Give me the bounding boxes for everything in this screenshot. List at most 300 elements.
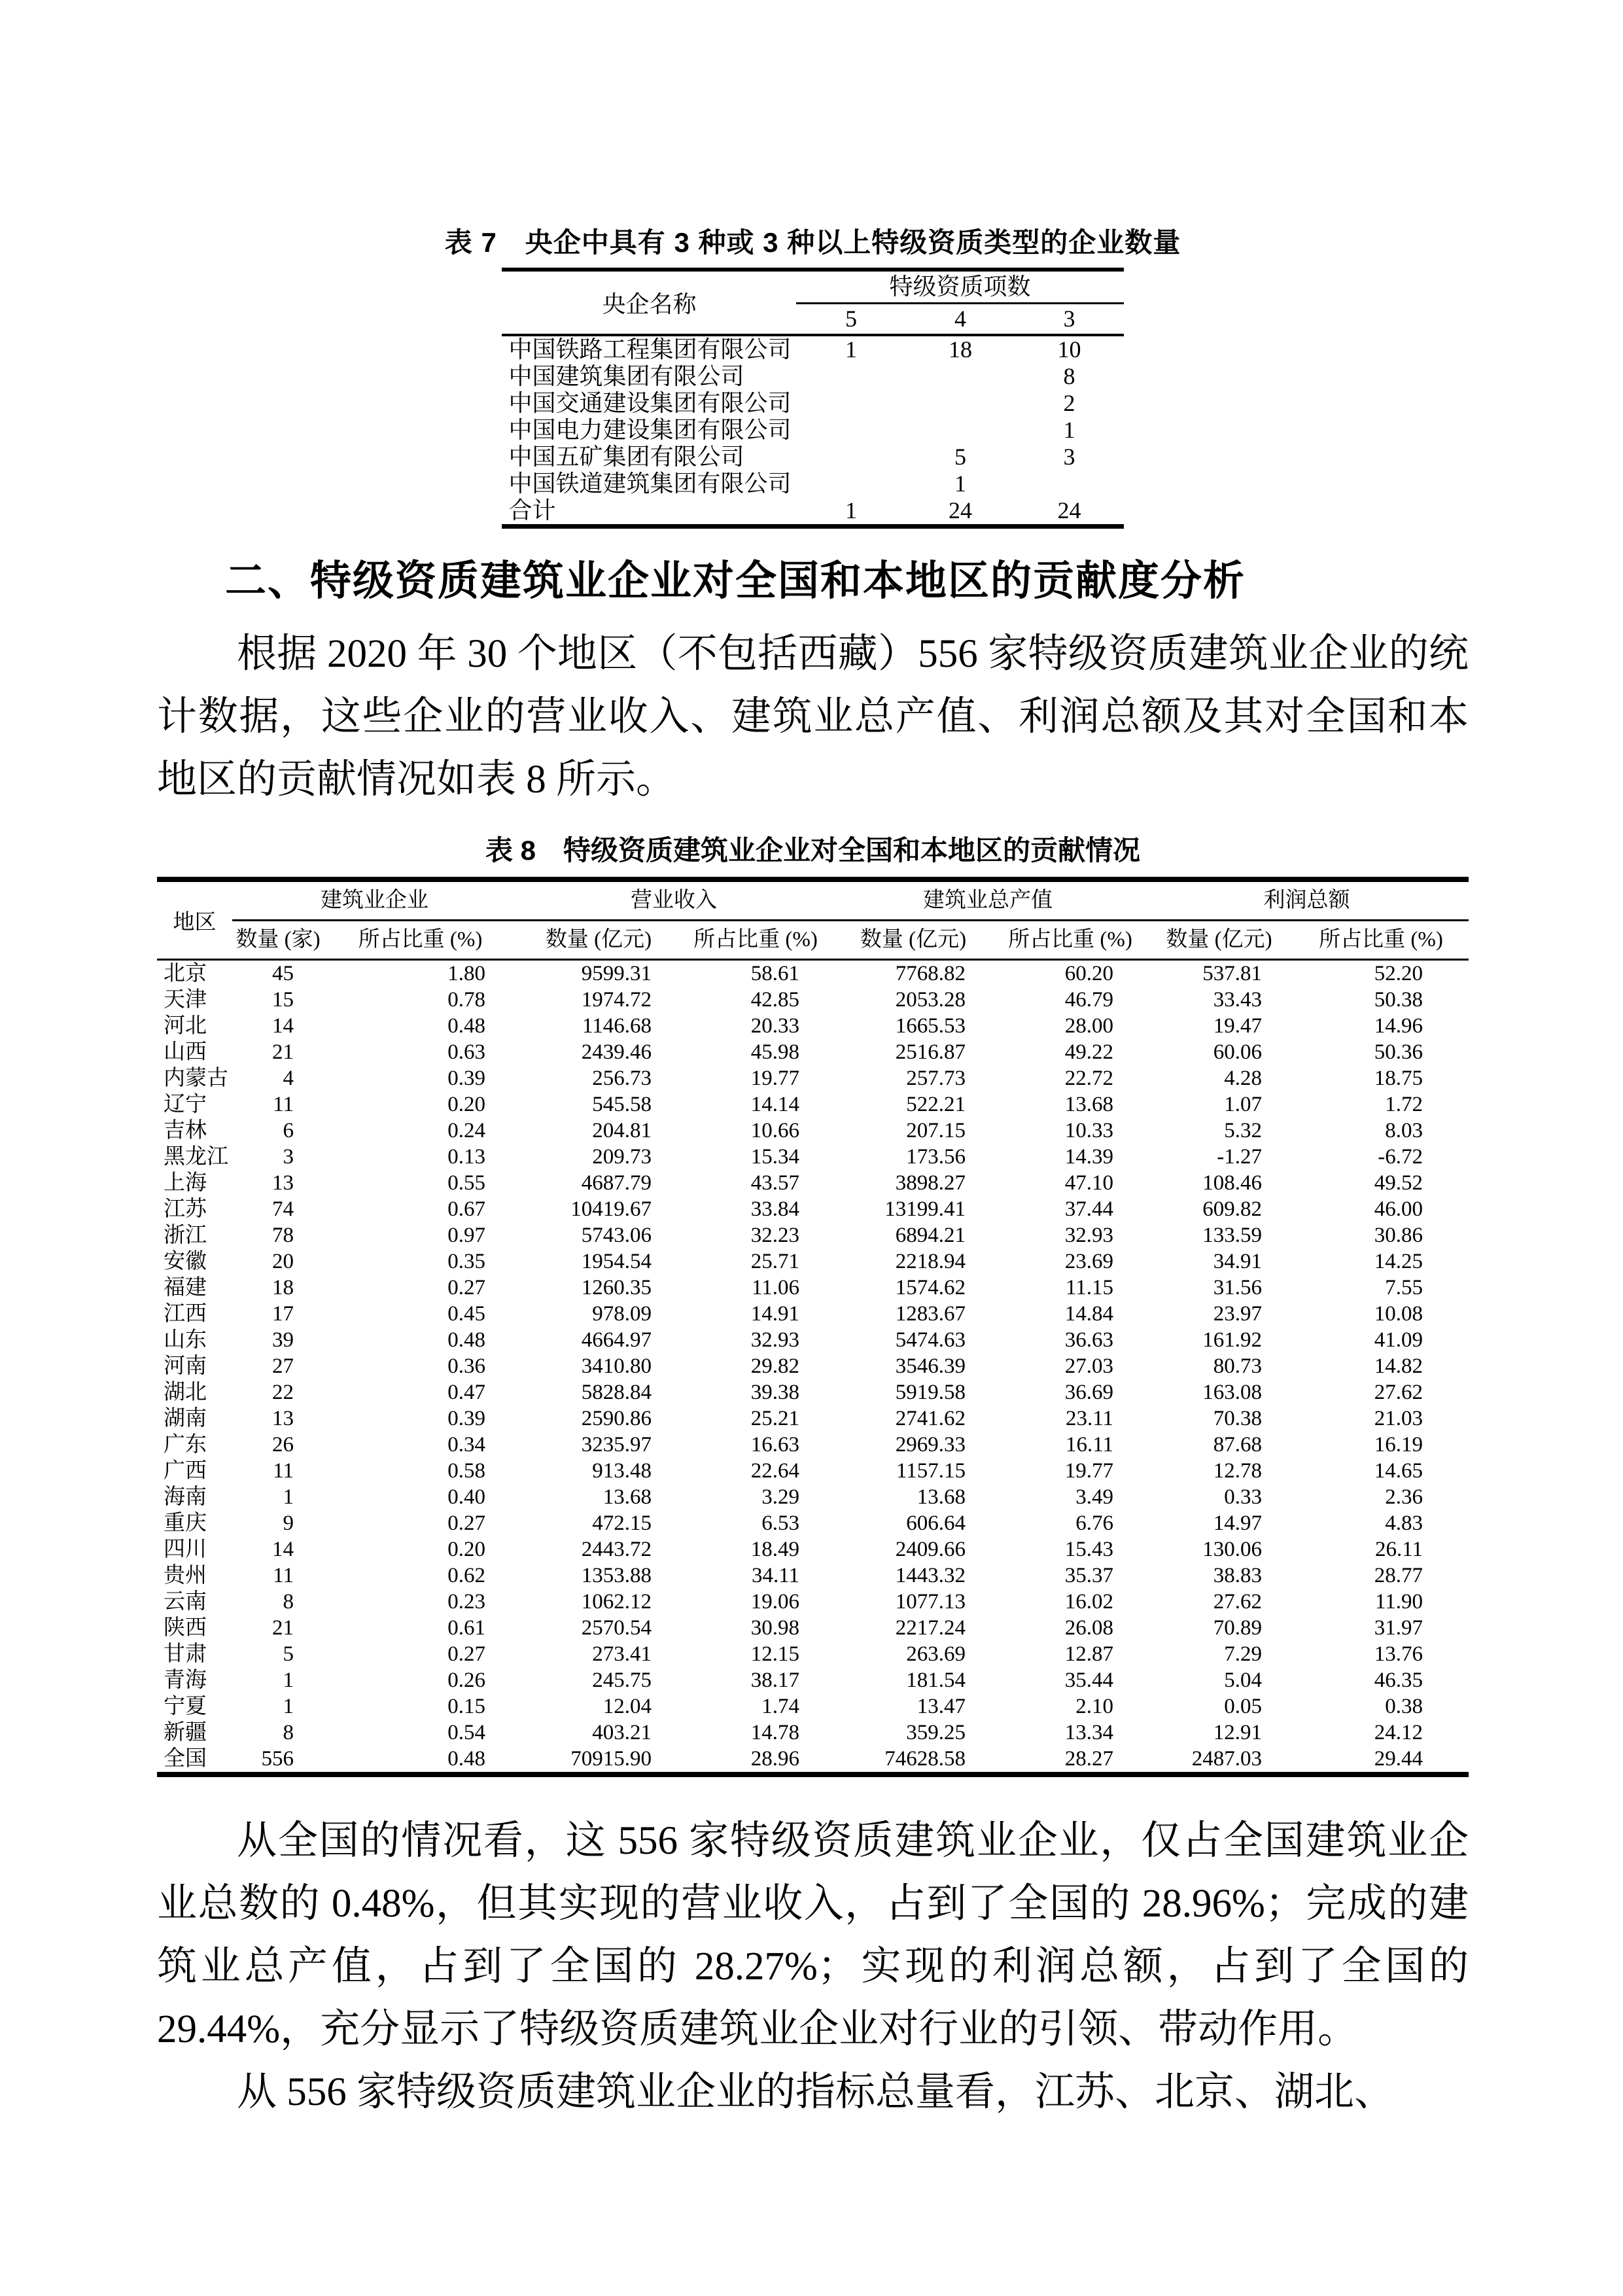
cell-profit-share: 10.08 xyxy=(1374,1302,1423,1326)
cell-enterprise-count: 556 xyxy=(261,1747,294,1771)
cell-count-4 xyxy=(905,363,1015,390)
cell-revenue-share: 1.74 xyxy=(761,1695,799,1718)
cell-region: 重庆 xyxy=(164,1511,207,1535)
cell-enterprise-count: 20 xyxy=(272,1250,294,1273)
cell-enterprise-share: 1.80 xyxy=(447,962,485,985)
cell-revenue-share: 14.91 xyxy=(750,1302,799,1326)
table8-group-output-value: 建筑业总产值 xyxy=(831,879,1145,921)
cell-profit-share: 14.96 xyxy=(1374,1014,1423,1038)
cell-profit-amount: -1.27 xyxy=(1217,1145,1262,1169)
cell-output-share: 22.72 xyxy=(1064,1067,1113,1090)
cell-count-5 xyxy=(796,363,905,390)
cell-company-name: 中国铁路工程集团有限公司 xyxy=(508,336,792,362)
cell-revenue-amount: 9599.31 xyxy=(581,962,652,985)
cell-enterprise-count: 39 xyxy=(272,1328,294,1352)
cell-profit-amount: 33.43 xyxy=(1213,988,1262,1012)
cell-revenue-share: 14.78 xyxy=(750,1721,799,1744)
cell-enterprise-count: 15 xyxy=(272,988,294,1012)
cell-count-3: 10 xyxy=(1057,336,1081,362)
cell-count-4: 1 xyxy=(954,470,966,497)
cell-output-amount: 1157.15 xyxy=(896,1459,966,1483)
cell-enterprise-count: 11 xyxy=(273,1093,294,1116)
cell-enterprise-share: 0.78 xyxy=(447,988,485,1012)
cell-profit-amount: 12.78 xyxy=(1213,1459,1262,1483)
cell-output-amount: 359.25 xyxy=(906,1721,966,1744)
table8-sub-count-homes: 数量 (家) xyxy=(236,928,321,951)
table8-group-revenue: 营业收入 xyxy=(517,879,831,921)
table-row xyxy=(157,1327,1469,1353)
cell-revenue-amount: 1146.68 xyxy=(582,1014,652,1038)
cell-output-share: 37.44 xyxy=(1064,1197,1113,1221)
cell-region: 黑龙江 xyxy=(164,1145,228,1169)
table-row xyxy=(157,1013,1469,1039)
cell-enterprise-count: 1 xyxy=(283,1485,294,1509)
cell-count-5 xyxy=(796,470,905,497)
cell-revenue-share: 20.33 xyxy=(750,1014,799,1038)
cell-profit-share: 26.11 xyxy=(1374,1538,1423,1561)
cell-profit-amount: 133.59 xyxy=(1202,1224,1262,1247)
cell-profit-share: 7.55 xyxy=(1385,1276,1423,1299)
paragraph-summary: 从全国的情况看，这 556 家特级资质建筑业企业，仅占全国建筑业企业总数的 0.48%，但其实现的营业收入，占到了全国的 28.96%；完成的建筑业总产值，占到了全国的 28.27%；实现的利润总额，占到了全国的 29.44%，充分显示了特级资质建筑业企业对行业的引领、带动作用。 xyxy=(157,1819,1469,2051)
cell-output-share: 35.44 xyxy=(1064,1669,1113,1692)
cell-revenue-share: 42.85 xyxy=(750,988,799,1012)
cell-region: 江苏 xyxy=(164,1197,207,1221)
cell-region: 青海 xyxy=(164,1669,207,1692)
cell-enterprise-count: 78 xyxy=(272,1224,294,1247)
cell-region: 山西 xyxy=(164,1040,207,1064)
cell-enterprise-count: 8 xyxy=(283,1590,294,1614)
cell-profit-share: 2.36 xyxy=(1385,1485,1423,1509)
cell-revenue-share: 45.98 xyxy=(750,1040,799,1064)
cell-count-3 xyxy=(1015,470,1123,497)
cell-enterprise-count: 21 xyxy=(272,1040,294,1064)
cell-revenue-amount: 913.48 xyxy=(592,1459,652,1483)
cell-revenue-amount: 472.15 xyxy=(592,1511,652,1535)
cell-revenue-amount: 273.41 xyxy=(592,1642,652,1666)
cell-enterprise-share: 0.15 xyxy=(447,1695,485,1718)
cell-output-share: 11.15 xyxy=(1065,1276,1113,1299)
table-row xyxy=(157,1405,1469,1432)
cell-revenue-share: 30.98 xyxy=(750,1616,799,1640)
cell-enterprise-count: 3 xyxy=(283,1145,294,1169)
paragraph-intro: 根据 2020 年 30 个地区（不包括西藏）556 家特级资质建筑业企业的统计数据，这些企业的营业收入、建筑业总产值、利润总额及其对全国和本地区的贡献情况如表 8 所示。 xyxy=(157,632,1469,802)
cell-profit-amount: 19.47 xyxy=(1213,1014,1262,1038)
cell-revenue-share: 16.63 xyxy=(750,1433,799,1457)
cell-output-amount: 1574.62 xyxy=(895,1276,966,1299)
cell-profit-amount: 130.06 xyxy=(1202,1538,1262,1561)
cell-region: 安徽 xyxy=(164,1250,207,1273)
cell-enterprise-count: 27 xyxy=(272,1354,294,1378)
cell-revenue-amount: 2443.72 xyxy=(581,1538,652,1561)
cell-output-amount: 6894.21 xyxy=(895,1224,966,1247)
table-row xyxy=(157,1222,1469,1248)
table-row xyxy=(157,1379,1469,1405)
cell-output-share: 2.10 xyxy=(1075,1695,1113,1718)
cell-count-4: 5 xyxy=(954,444,966,470)
cell-output-amount: 13.47 xyxy=(916,1695,966,1718)
cell-count-5: 1 xyxy=(845,336,857,362)
cell-enterprise-share: 0.47 xyxy=(447,1381,485,1404)
cell-profit-share: 46.00 xyxy=(1374,1197,1423,1221)
cell-output-amount: 13.68 xyxy=(916,1485,966,1509)
cell-revenue-amount: 70915.90 xyxy=(570,1747,652,1771)
cell-revenue-share: 22.64 xyxy=(750,1459,799,1483)
cell-output-amount: 3898.27 xyxy=(895,1171,966,1195)
cell-revenue-share: 25.21 xyxy=(750,1407,799,1430)
cell-enterprise-count: 17 xyxy=(272,1302,294,1326)
table8-header-row-groups xyxy=(157,879,1469,921)
cell-enterprise-count: 14 xyxy=(272,1014,294,1038)
table8-sub-amount-1: 数量 (亿元) xyxy=(545,928,652,951)
cell-revenue-share: 39.38 xyxy=(750,1381,799,1404)
cell-enterprise-share: 0.39 xyxy=(447,1407,485,1430)
cell-output-amount: 2741.62 xyxy=(895,1407,966,1430)
cell-revenue-share: 38.17 xyxy=(750,1669,799,1692)
cell-region: 河北 xyxy=(164,1014,207,1038)
table8-sub-share-2: 所占比重 (%) xyxy=(693,928,818,951)
cell-revenue-amount: 204.81 xyxy=(592,1119,652,1142)
cell-profit-amount: 537.81 xyxy=(1202,962,1262,985)
cell-output-share: 19.77 xyxy=(1064,1459,1113,1483)
cell-revenue-share: 18.49 xyxy=(750,1538,799,1561)
cell-enterprise-count: 1 xyxy=(283,1669,294,1692)
cell-profit-amount: 31.56 xyxy=(1213,1276,1262,1299)
cell-revenue-share: 43.57 xyxy=(750,1171,799,1195)
cell-profit-amount: 2487.03 xyxy=(1191,1747,1262,1771)
cell-output-share: 35.37 xyxy=(1064,1564,1113,1587)
table-row xyxy=(157,1693,1469,1720)
cell-revenue-share: 28.96 xyxy=(750,1747,799,1771)
cell-revenue-amount: 1974.72 xyxy=(581,988,652,1012)
table7-header-span: 特级资质项数 xyxy=(796,270,1123,304)
cell-revenue-amount: 978.09 xyxy=(592,1302,652,1326)
table8-sub-amount-2: 数量 (亿元) xyxy=(860,928,967,951)
table-row xyxy=(157,1170,1469,1196)
table-row xyxy=(157,1301,1469,1327)
cell-enterprise-count: 8 xyxy=(283,1721,294,1744)
cell-profit-share: 41.09 xyxy=(1374,1328,1423,1352)
cell-enterprise-share: 0.27 xyxy=(447,1511,485,1535)
cell-revenue-share: 11.06 xyxy=(751,1276,799,1299)
cell-revenue-amount: 256.73 xyxy=(592,1067,652,1090)
table7-title: 表 7 央企中具有 3 种或 3 种以上特级资质类型的企业数量 xyxy=(444,227,1181,258)
cell-region: 云南 xyxy=(164,1590,207,1614)
cell-revenue-amount: 245.75 xyxy=(592,1669,652,1692)
cell-enterprise-count: 45 xyxy=(272,962,294,985)
cell-region: 陕西 xyxy=(164,1616,207,1640)
cell-revenue-amount: 4687.79 xyxy=(581,1171,652,1195)
cell-output-share: 46.79 xyxy=(1064,988,1113,1012)
table-row xyxy=(157,1536,1469,1563)
cell-profit-share: 14.25 xyxy=(1374,1250,1423,1273)
cell-profit-share: 21.03 xyxy=(1374,1407,1423,1430)
cell-profit-share: 28.77 xyxy=(1374,1564,1423,1587)
cell-output-amount: 1283.67 xyxy=(895,1302,966,1326)
cell-region: 四川 xyxy=(164,1538,207,1561)
cell-region: 浙江 xyxy=(164,1224,207,1247)
cell-region: 江西 xyxy=(164,1302,207,1326)
cell-revenue-share: 33.84 xyxy=(750,1197,799,1221)
cell-revenue-share: 32.23 xyxy=(750,1224,799,1247)
cell-output-amount: 2217.24 xyxy=(895,1616,966,1640)
cell-enterprise-share: 0.61 xyxy=(447,1616,485,1640)
cell-region: 天津 xyxy=(164,988,207,1012)
table-row xyxy=(157,1746,1469,1775)
cell-profit-amount: 7.29 xyxy=(1224,1642,1262,1666)
cell-profit-share: 11.90 xyxy=(1374,1590,1423,1614)
cell-revenue-amount: 2590.86 xyxy=(581,1407,652,1430)
cell-output-amount: 606.64 xyxy=(906,1511,966,1535)
table8-sub-share-1: 所占比重 (%) xyxy=(358,928,483,951)
table8-body xyxy=(157,960,1469,1775)
cell-profit-amount: 70.89 xyxy=(1213,1616,1262,1640)
cell-output-share: 6.76 xyxy=(1075,1511,1113,1535)
cell-enterprise-share: 0.48 xyxy=(447,1328,485,1352)
cell-enterprise-share: 0.26 xyxy=(447,1669,485,1692)
table7-header-row-1 xyxy=(502,270,1123,304)
cell-region: 海南 xyxy=(164,1485,207,1509)
table-row xyxy=(157,1118,1469,1144)
cell-revenue-share: 58.61 xyxy=(750,962,799,985)
table-row xyxy=(157,1510,1469,1536)
cell-profit-amount: 27.62 xyxy=(1213,1590,1262,1614)
cell-count-4 xyxy=(905,390,1015,417)
cell-profit-share: 31.97 xyxy=(1374,1616,1423,1640)
cell-revenue-amount: 2439.46 xyxy=(581,1040,652,1064)
cell-enterprise-share: 0.48 xyxy=(447,1014,485,1038)
cell-output-share: 32.93 xyxy=(1064,1224,1113,1247)
cell-revenue-share: 3.29 xyxy=(761,1485,799,1509)
cell-company-name: 中国电力建设集团有限公司 xyxy=(508,417,792,443)
table-row xyxy=(157,1458,1469,1484)
cell-enterprise-share: 0.48 xyxy=(447,1747,485,1771)
cell-output-share: 28.27 xyxy=(1064,1747,1113,1771)
cell-profit-share: 14.82 xyxy=(1374,1354,1423,1378)
cell-profit-share: 24.12 xyxy=(1374,1721,1423,1744)
cell-enterprise-count: 4 xyxy=(283,1067,294,1090)
table-row xyxy=(157,1144,1469,1170)
cell-enterprise-share: 0.36 xyxy=(447,1354,485,1378)
cell-count-3: 8 xyxy=(1063,363,1075,389)
cell-profit-amount: 23.97 xyxy=(1213,1302,1262,1326)
table-row xyxy=(157,1563,1469,1589)
cell-output-share: 36.63 xyxy=(1064,1328,1113,1352)
cell-region: 贵州 xyxy=(164,1564,207,1587)
cell-region: 广东 xyxy=(164,1433,207,1457)
cell-output-amount: 1077.13 xyxy=(895,1590,966,1614)
cell-profit-share: 13.76 xyxy=(1374,1642,1423,1666)
cell-output-share: 15.43 xyxy=(1064,1538,1113,1561)
cell-enterprise-share: 0.34 xyxy=(447,1433,485,1457)
cell-revenue-amount: 209.73 xyxy=(592,1145,652,1169)
cell-revenue-amount: 5828.84 xyxy=(581,1381,652,1404)
cell-revenue-amount: 545.58 xyxy=(592,1093,652,1116)
table-row xyxy=(157,1091,1469,1118)
cell-enterprise-count: 5 xyxy=(283,1642,294,1666)
cell-revenue-amount: 403.21 xyxy=(592,1721,652,1744)
cell-output-amount: 3546.39 xyxy=(895,1354,966,1378)
cell-count-3: 24 xyxy=(1057,497,1081,523)
cell-output-amount: 2516.87 xyxy=(895,1040,966,1064)
cell-profit-amount: 1.07 xyxy=(1224,1093,1262,1116)
table-row xyxy=(502,335,1123,363)
cell-revenue-amount: 1954.54 xyxy=(581,1250,652,1273)
cell-enterprise-share: 0.20 xyxy=(447,1093,485,1116)
cell-profit-amount: 0.05 xyxy=(1224,1695,1262,1718)
paragraph-next: 从 556 家特级资质建筑业企业的指标总量看，江苏、北京、湖北、 xyxy=(237,2070,1395,2114)
cell-region: 河南 xyxy=(164,1354,207,1378)
cell-count-4: 18 xyxy=(948,336,972,362)
cell-output-share: 3.49 xyxy=(1075,1485,1113,1509)
cell-enterprise-count: 18 xyxy=(272,1276,294,1299)
table-row xyxy=(502,363,1123,390)
cell-enterprise-share: 0.27 xyxy=(447,1276,485,1299)
cell-output-amount: 207.15 xyxy=(906,1119,966,1142)
cell-output-amount: 7768.82 xyxy=(895,962,966,985)
cell-profit-amount: 5.04 xyxy=(1224,1669,1262,1692)
cell-enterprise-share: 0.40 xyxy=(447,1485,485,1509)
cell-region: 湖南 xyxy=(164,1407,207,1430)
cell-profit-share: 29.44 xyxy=(1374,1747,1423,1771)
cell-output-share: 13.68 xyxy=(1064,1093,1113,1116)
cell-revenue-share: 34.11 xyxy=(751,1564,799,1587)
cell-revenue-share: 6.53 xyxy=(761,1511,799,1535)
table8 xyxy=(157,877,1469,1777)
cell-enterprise-count: 21 xyxy=(272,1616,294,1640)
cell-count-5: 1 xyxy=(845,497,857,523)
cell-revenue-amount: 1062.12 xyxy=(581,1590,652,1614)
table8-group-enterprises: 建筑业企业 xyxy=(232,879,517,921)
table-row xyxy=(157,1615,1469,1641)
cell-region: 山东 xyxy=(164,1328,207,1352)
table-row xyxy=(502,497,1123,527)
cell-profit-share: 14.65 xyxy=(1374,1459,1423,1483)
cell-profit-share: 52.20 xyxy=(1374,962,1423,985)
table8-group-profit: 利润总额 xyxy=(1145,879,1469,921)
cell-revenue-share: 29.82 xyxy=(750,1354,799,1378)
cell-region: 辽宁 xyxy=(164,1093,207,1116)
table-row xyxy=(157,1720,1469,1746)
cell-revenue-share: 14.14 xyxy=(750,1093,799,1116)
table-row xyxy=(157,987,1469,1013)
cell-revenue-share: 32.93 xyxy=(750,1328,799,1352)
cell-region: 吉林 xyxy=(164,1119,207,1142)
cell-profit-amount: 161.92 xyxy=(1202,1328,1262,1352)
cell-enterprise-share: 0.62 xyxy=(447,1564,485,1587)
cell-enterprise-share: 0.20 xyxy=(447,1538,485,1561)
cell-revenue-share: 10.66 xyxy=(750,1119,799,1142)
cell-profit-amount: 34.91 xyxy=(1213,1250,1262,1273)
cell-output-amount: 2969.33 xyxy=(895,1433,966,1457)
cell-count-3: 2 xyxy=(1063,390,1075,416)
table7-col-5: 5 xyxy=(845,306,857,332)
cell-enterprise-share: 0.24 xyxy=(447,1119,485,1142)
cell-region: 湖北 xyxy=(164,1381,207,1404)
cell-revenue-share: 19.06 xyxy=(750,1590,799,1614)
cell-revenue-amount: 3235.97 xyxy=(581,1433,652,1457)
cell-enterprise-count: 26 xyxy=(272,1433,294,1457)
cell-revenue-share: 12.15 xyxy=(750,1642,799,1666)
cell-profit-share: 4.83 xyxy=(1385,1511,1423,1535)
table-row xyxy=(502,470,1123,497)
cell-profit-share: 46.35 xyxy=(1374,1669,1423,1692)
table-row xyxy=(157,1589,1469,1615)
cell-enterprise-share: 0.13 xyxy=(447,1145,485,1169)
cell-output-amount: 173.56 xyxy=(906,1145,966,1169)
table8-sub-amount-3: 数量 (亿元) xyxy=(1166,928,1272,951)
cell-profit-share: 16.19 xyxy=(1374,1433,1423,1457)
cell-output-amount: 2218.94 xyxy=(895,1250,966,1273)
table8-header-region: 地区 xyxy=(173,911,217,934)
cell-enterprise-count: 13 xyxy=(272,1407,294,1430)
cell-output-share: 16.11 xyxy=(1065,1433,1113,1457)
cell-profit-amount: 87.68 xyxy=(1213,1433,1262,1457)
cell-profit-amount: 12.91 xyxy=(1213,1721,1262,1744)
table-row xyxy=(157,1039,1469,1065)
cell-output-amount: 2409.66 xyxy=(895,1538,966,1561)
cell-enterprise-share: 0.58 xyxy=(447,1459,485,1483)
cell-enterprise-count: 11 xyxy=(273,1459,294,1483)
cell-revenue-amount: 3410.80 xyxy=(581,1354,652,1378)
cell-profit-share: -6.72 xyxy=(1378,1145,1423,1169)
cell-revenue-share: 15.34 xyxy=(750,1145,799,1169)
cell-region: 全国 xyxy=(164,1747,207,1771)
cell-region: 广西 xyxy=(164,1459,207,1483)
cell-output-share: 23.11 xyxy=(1065,1407,1113,1430)
cell-revenue-share: 25.71 xyxy=(750,1250,799,1273)
cell-revenue-amount: 1353.88 xyxy=(581,1564,652,1587)
cell-enterprise-count: 9 xyxy=(283,1511,294,1535)
cell-output-amount: 13199.41 xyxy=(884,1197,966,1221)
table-row xyxy=(157,1248,1469,1275)
cell-output-share: 27.03 xyxy=(1064,1354,1113,1378)
cell-count-4: 24 xyxy=(948,497,972,523)
table-row xyxy=(157,1275,1469,1301)
table-row xyxy=(502,417,1123,444)
table-row xyxy=(502,390,1123,417)
cell-enterprise-count: 22 xyxy=(272,1381,294,1404)
cell-profit-amount: 5.32 xyxy=(1224,1119,1262,1142)
cell-profit-share: 50.38 xyxy=(1374,988,1423,1012)
cell-output-share: 13.34 xyxy=(1064,1721,1113,1744)
table7-body xyxy=(502,335,1123,527)
table-row xyxy=(502,444,1123,470)
cell-company-name: 合计 xyxy=(508,497,556,523)
cell-enterprise-count: 13 xyxy=(272,1171,294,1195)
cell-profit-amount: 163.08 xyxy=(1202,1381,1262,1404)
cell-region: 宁夏 xyxy=(164,1695,207,1718)
cell-company-name: 中国交通建设集团有限公司 xyxy=(508,390,792,416)
table7-header xyxy=(502,270,1123,335)
cell-output-amount: 257.73 xyxy=(906,1067,966,1090)
cell-profit-share: 0.38 xyxy=(1385,1695,1423,1718)
cell-enterprise-share: 0.27 xyxy=(447,1642,485,1666)
cell-profit-amount: 4.28 xyxy=(1224,1067,1262,1090)
cell-region: 内蒙古 xyxy=(164,1067,228,1090)
table8-header-row-subs xyxy=(157,921,1469,960)
cell-profit-amount: 14.97 xyxy=(1213,1511,1262,1535)
cell-output-amount: 2053.28 xyxy=(895,988,966,1012)
cell-enterprise-share: 0.39 xyxy=(447,1067,485,1090)
cell-profit-share: 1.72 xyxy=(1385,1093,1423,1116)
cell-region: 甘肃 xyxy=(164,1642,207,1666)
table-row xyxy=(157,1641,1469,1667)
cell-output-share: 36.69 xyxy=(1064,1381,1113,1404)
cell-company-name: 中国五矿集团有限公司 xyxy=(508,444,744,470)
cell-profit-amount: 70.38 xyxy=(1213,1407,1262,1430)
table-row xyxy=(157,1065,1469,1091)
cell-output-share: 47.10 xyxy=(1064,1171,1113,1195)
